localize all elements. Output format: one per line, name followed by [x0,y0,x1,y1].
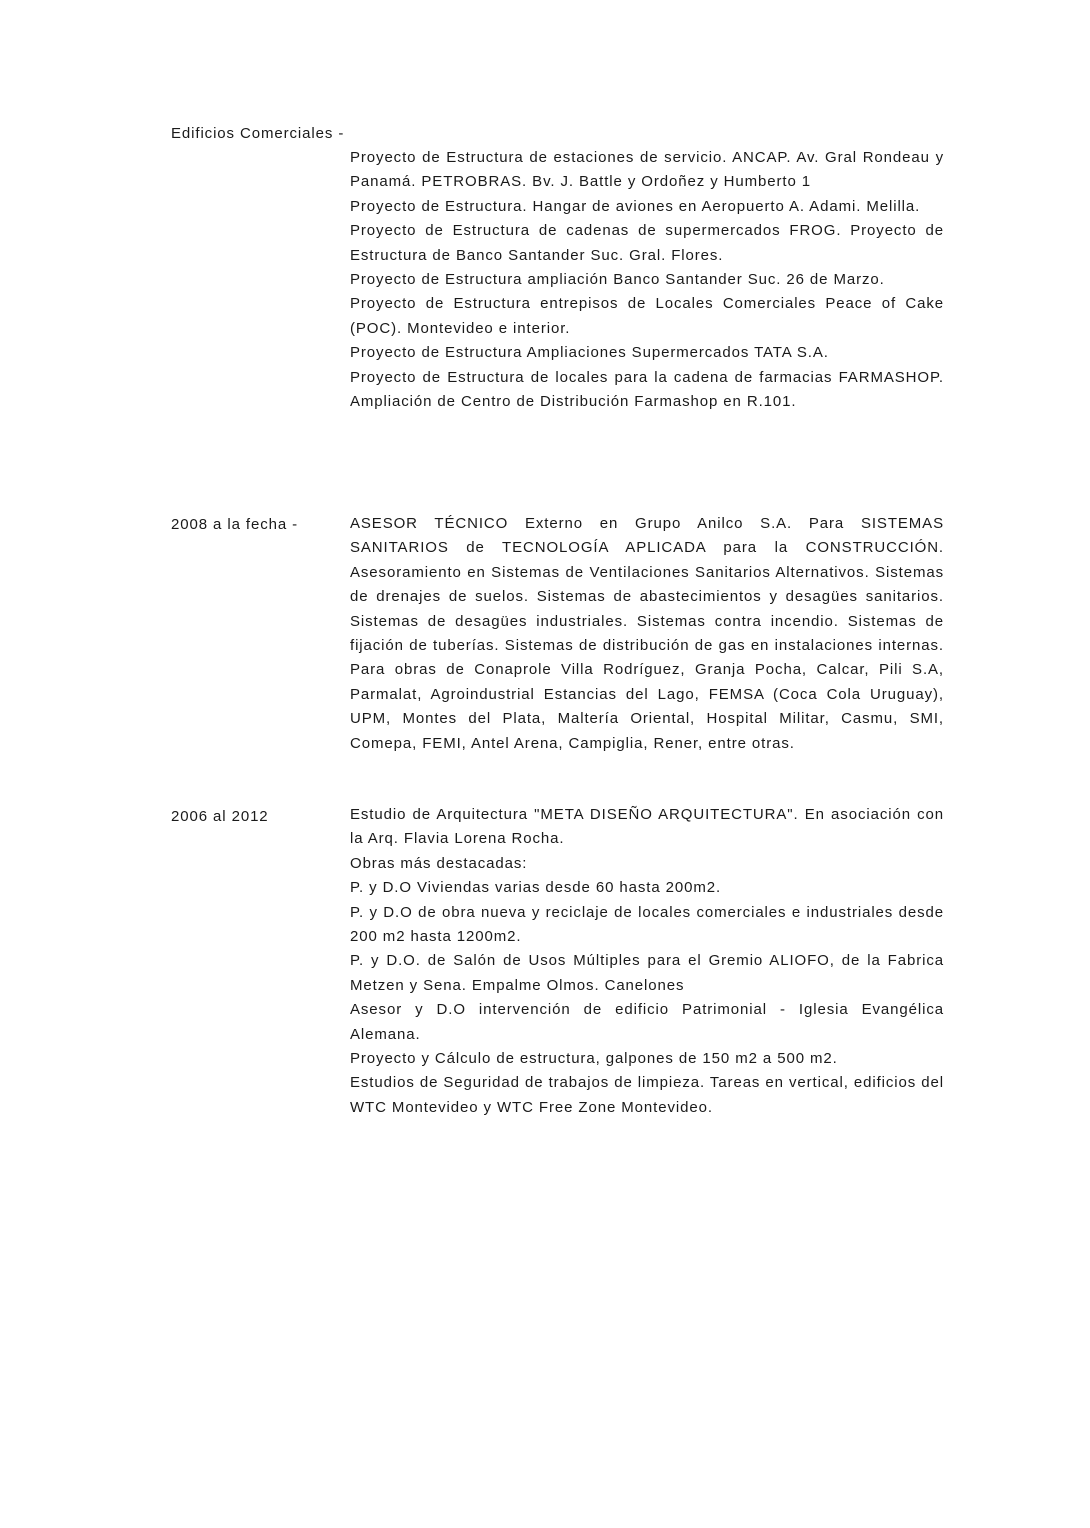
paragraph: Proyecto de Estructura de locales para la cadena de farmacias FARMASHOP. Ampliación de Centro de Distribución Farmashop en R.101. [350,368,944,411]
paragraph: Proyecto de Estructura de cadenas de supermercados FROG. Proyecto de Estructura de Banco Santander Suc. Gral. Flores. [350,222,944,264]
paragraph: P. y D.O Viviendas varias desde 60 hasta 200m2. [350,879,722,897]
paragraph: P. y D.O. de Salón de Usos Múltiples para el Gremio ALIOFO, de la Fabrica Metzen y Sena. Empalme Olmos. Canelones [350,952,944,994]
section-body-2008 [350,512,944,756]
paragraph: Obras más destacadas: [350,854,528,872]
paragraph: Proyecto de Estructura de estaciones de servicio. ANCAP. Av. Gral Rondeau y Panamá. PETROBRAS. Bv. J. Battle y Ordoñez y Humberto 1 [350,149,944,191]
paragraph: Estudio de Arquitectura "META DISEÑO ARQUITECTURA". En asociación con la Arq. Flavia Lorena Rocha. [350,806,944,848]
section-body-2006 [350,803,944,1120]
paragraph: Proyecto de Estructura ampliación Banco Santander Suc. 26 de Marzo. [350,271,885,289]
paragraph: Estudios de Seguridad de trabajos de limpieza. Tareas en vertical, edificios del WTC Montevideo y WTC Free Zone Montevideo. [350,1074,944,1116]
paragraph: Proyecto de Estructura entrepisos de Locales Comerciales Peace of Cake (POC). Montevideo e interior. [350,295,944,337]
paragraph: Asesor y D.O intervención de edificio Patrimonial - Iglesia Evangélica Alemana. [350,1001,944,1043]
paragraph: Proyecto y Cálculo de estructura, galpones de 150 m2 a 500 m2. [350,1050,838,1068]
section-label-2006: 2006 al 2012 [171,808,269,825]
paragraph: Proyecto de Estructura Ampliaciones Supermercados TATA S.A. [350,344,829,362]
paragraph: ASESOR TÉCNICO Externo en Grupo Anilco S.A. Para SISTEMAS SANITARIOS de TECNOLOGÍA APLICADA para la CONSTRUCCIÓN. Asesoramiento en Sistemas de Ventilaciones Sanitarios Alternativos. Sistemas de drenajes de suelos. Sistemas de abastecimientos y desagües sanitarios. Sistemas de desagües industriales. Sistemas contra incendio. Sistemas de fijación de tuberías. Sistemas de distribución de gas en instalaciones internas. Para obras de Conaprole Villa Rodríguez, Granja Pocha, Calcar, Pili S.A, Parmalat, Agroindustrial Estancias del Lago, FEMSA (Coca Cola Uruguay), UPM, Montes del Plata, Maltería Oriental, Hospital Militar, Casmu, SMI, Comepa, FEMI, Antel Arena, Campiglia, Rener, entre otras. [350,515,944,752]
section-label-edificios-comerciales: Edificios Comerciales - [171,125,345,142]
section-body-edificios-comerciales [350,146,944,414]
paragraph: Proyecto de Estructura. Hangar de aviones en Aeropuerto A. Adami. Melilla. [350,197,921,215]
section-label-2008: 2008 a la fecha - [171,516,299,533]
paragraph: P. y D.O de obra nueva y reciclaje de locales comerciales e industriales desde 200 m2 hasta 1200m2. [350,903,944,946]
